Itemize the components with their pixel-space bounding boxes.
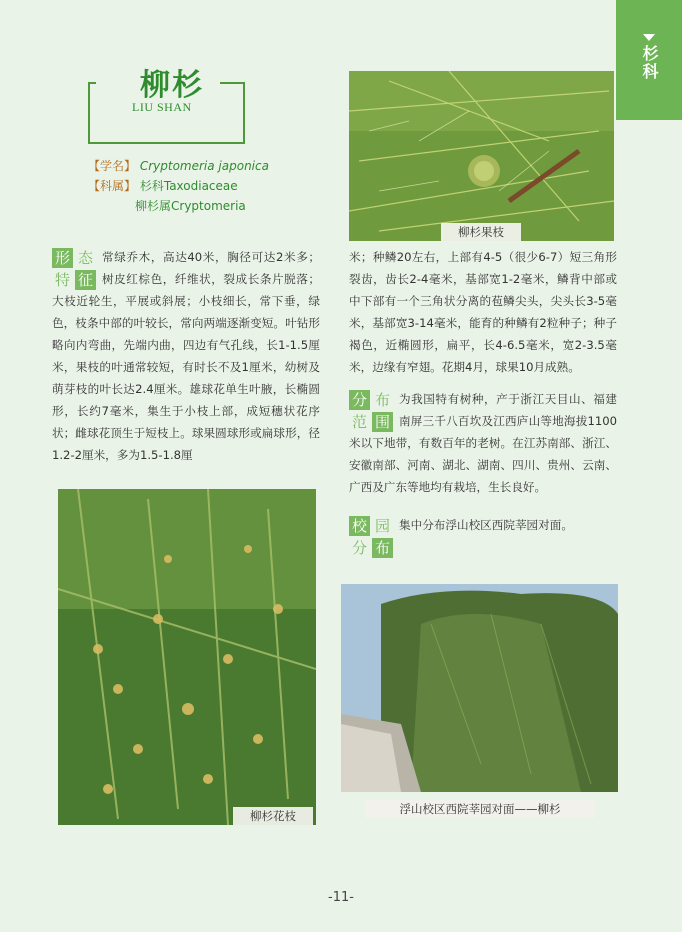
distribution-text: 分 布 范 围 为我国特有树种，产于浙江天目山、福建南屏三千八百坎及江西庐山等地海拔1100米以下地带，有数百年的老树。在江苏南部、浙江、安徽南部、河南、湖北、湖南、四川、贵州、云南、广西及广东等地均有栽培，生长良好。 xyxy=(349,391,617,494)
title-frame xyxy=(88,68,245,144)
flower-branch-photo xyxy=(58,489,316,825)
genus-value: 柳杉属Cryptomeria xyxy=(135,199,246,213)
cone-branch-caption: 柳杉果枝 xyxy=(441,223,521,241)
cone-branch-photo xyxy=(349,71,614,241)
taxonomy-info xyxy=(88,156,269,216)
campus-tree-photo xyxy=(341,584,618,792)
morphology-text-right: 米；种鳞20左右，上部有4-5（很少6-7）短三角形裂齿，齿长2-4毫米，基部宽1-2毫米，鳞背中部或中下部有一个三角状分离的苞鳞尖头，尖头长3-5毫米，基部宽3-14毫米，能育的种鳞有2粒种子；种子褐色，近椭圆形，扁平，长4-6.5毫米，宽2-3.5毫米，边缘有窄翅。花期4月，球果10月成熟。 xyxy=(349,250,617,374)
campus-tree-caption: 浮山校区西院莘园对面——柳杉 xyxy=(365,800,595,818)
morphology-text-left: 形 态 特 征 常绿乔木，高达40米，胸径可达2米多；树皮红棕色，纤维状，裂成长条片脱落；大枝近轮生，平展或斜展；小枝细长，常下垂，绿色，枝条中部的叶较长，常向两端逐渐变短。叶钻形略向内弯曲，先端内曲，四边有气孔线，长1-1.5厘米，果枝的叶通常较短，有时长不及1厘米，幼树及萌芽枝的叶长达2.4厘米。雄球花单生叶腋，长椭圆形，长约7毫米，集生于小枝上部，成短穗状花序状；雌球花顶生于短枝上。球果圆球形或扁球形，径1.2-2厘米，多为1.5-1.8厘 xyxy=(52,249,320,462)
triangle-down-icon xyxy=(643,34,655,41)
category-label: 杉科 xyxy=(640,45,659,81)
category-tab xyxy=(616,0,682,120)
sci-name-value: Cryptomeria japonica xyxy=(139,159,269,173)
sci-name-label: 【学名】 xyxy=(88,159,137,173)
campus-text: 校 园 分 布 集中分布浮山校区西院莘园对面。 xyxy=(349,514,617,558)
family-value: 杉科Taxodiaceae xyxy=(139,179,238,193)
campus-tag: 校 园 分 布 xyxy=(349,516,393,558)
page-number: -11- xyxy=(328,890,354,905)
distribution-tag: 分 布 范 围 xyxy=(349,390,393,432)
family-label: 【科属】 xyxy=(88,179,137,193)
page-subtitle: LIU SHAN xyxy=(132,100,192,114)
flower-branch-caption: 柳杉花枝 xyxy=(233,807,313,825)
morphology-tag: 形 态 特 征 xyxy=(52,248,96,290)
page-title: 柳杉 xyxy=(136,60,208,104)
